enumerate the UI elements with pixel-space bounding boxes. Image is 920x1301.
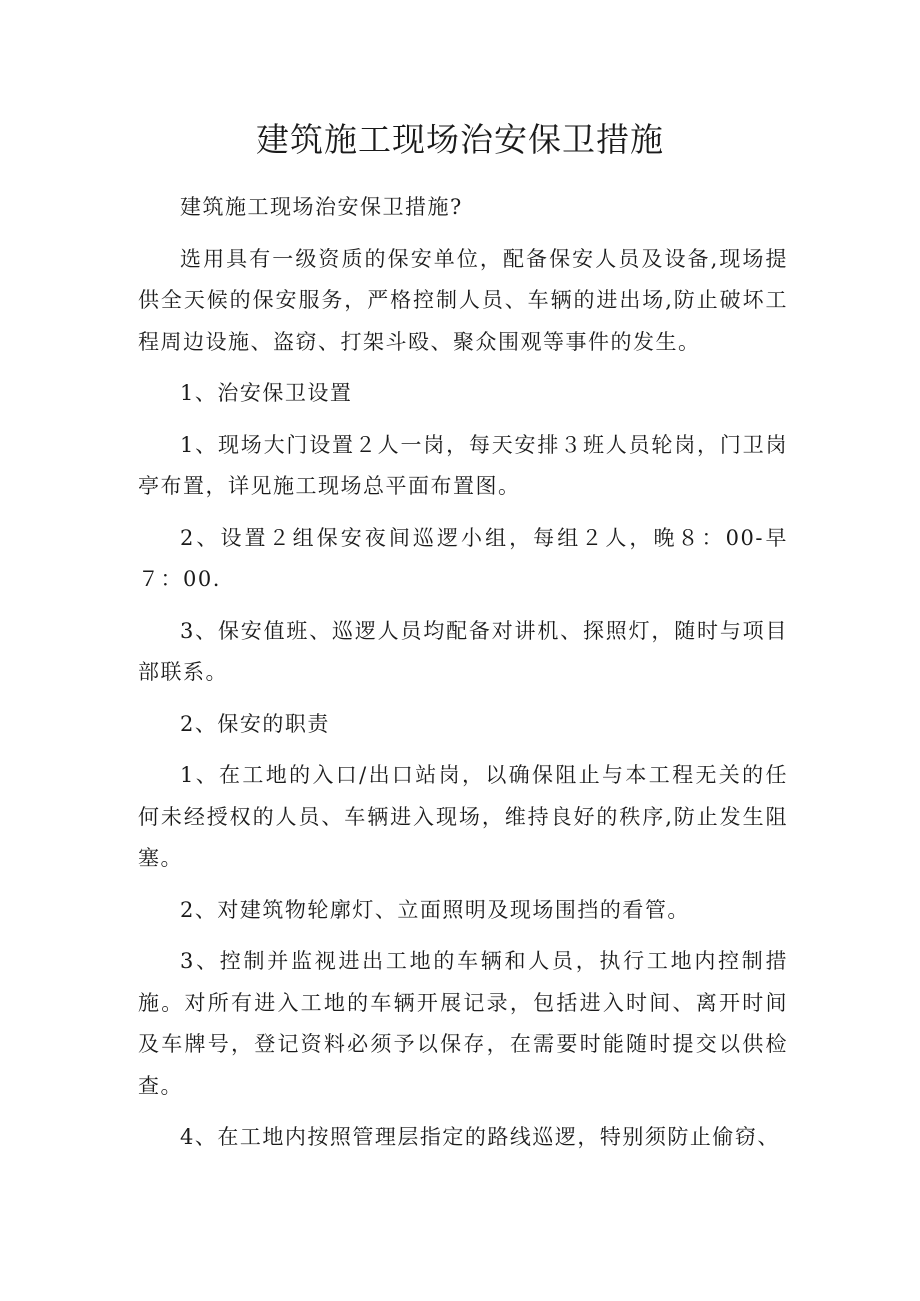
document-title: 建筑施工现场治安保卫措施 [256, 120, 664, 159]
paragraph-equipment: 3、保安值班、巡逻人员均配备对讲机、探照灯，随时与项目部联系。 [138, 618, 788, 684]
document-body [138, 187, 788, 1169]
paragraph-gate-post: 1、现场大门设置２人一岗，每天安排３班人员轮岗，门卫岗亭布置，详见施工现场总平面布置图。 [138, 432, 788, 498]
paragraph-night-patrol: 2、设置２组保安夜间巡逻小组，每组２人，晚８：00-早７：00. [138, 525, 788, 591]
paragraph-duty-vehicle-control: 3、控制并监视进出工地的车辆和人员，执行工地内控制措施。对所有进入工地的车辆开展记录，包括进入时间、离开时间及车牌号，登记资料必须予以保存，在需要时能随时提交以供检查。 [138, 949, 788, 1098]
paragraph-duty-lighting: 2、对建筑物轮廓灯、立面照明及现场围挡的看管。 [180, 897, 690, 922]
paragraph-overview: 选用具有一级资质的保安单位，配备保安人员及设备,现场提供全天候的保安服务，严格控制人员、车辆的进出场,防止破坏工程周边设施、盗窃、打架斗殴、聚众围观等事件的发生。 [138, 246, 788, 354]
paragraph-duty-patrol: 4、在工地内按照管理层指定的路线巡逻，特别须防止偷窃、 [180, 1125, 780, 1149]
section-heading-duties: 2、保安的职责 [180, 711, 330, 736]
paragraph-intro-heading: 建筑施工现场治安保卫措施? [180, 195, 463, 219]
section-heading-security-setup: 1、治安保卫设置 [180, 381, 353, 405]
paragraph-duty-entrance: 1、在工地的入口/出口站岗，以确保阻止与本工程无关的任何未经授权的人员、车辆进入现场，维持良好的秩序,防止发生阻塞。 [138, 763, 788, 870]
